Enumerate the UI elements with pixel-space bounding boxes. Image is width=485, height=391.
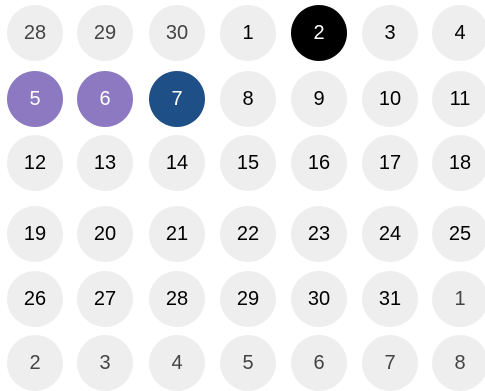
day-cell[interactable]: 6 [291,335,347,391]
day-cell[interactable]: 20 [77,206,133,262]
day-cell[interactable]: 25 [432,206,485,262]
day-cell[interactable]: 28 [149,271,205,327]
day-cell[interactable]: 23 [291,206,347,262]
day-cell[interactable]: 21 [149,206,205,262]
day-cell[interactable]: 24 [362,206,418,262]
day-cell[interactable]: 3 [362,5,418,61]
day-cell[interactable]: 8 [432,335,485,391]
day-cell[interactable]: 2 [7,335,63,391]
day-cell[interactable]: 27 [77,271,133,327]
day-cell[interactable]: 19 [7,206,63,262]
day-cell[interactable]: 1 [220,5,276,61]
day-cell-today[interactable]: 2 [291,5,347,61]
day-cell[interactable]: 11 [432,71,485,127]
day-cell[interactable]: 22 [220,206,276,262]
day-cell[interactable]: 14 [149,135,205,191]
day-cell[interactable]: 4 [149,335,205,391]
day-cell[interactable]: 5 [220,335,276,391]
day-cell-selected[interactable]: 7 [149,71,205,127]
day-cell[interactable]: 31 [362,271,418,327]
day-cell[interactable]: 8 [220,71,276,127]
day-cell[interactable]: 9 [291,71,347,127]
day-cell[interactable]: 30 [149,5,205,61]
day-cell[interactable]: 13 [77,135,133,191]
day-cell[interactable]: 28 [7,5,63,61]
day-cell-range[interactable]: 6 [77,71,133,127]
day-cell[interactable]: 15 [220,135,276,191]
day-cell[interactable]: 29 [220,271,276,327]
day-cell[interactable]: 12 [7,135,63,191]
day-cell[interactable]: 4 [432,5,485,61]
day-cell[interactable]: 18 [432,135,485,191]
day-cell[interactable]: 7 [362,335,418,391]
day-cell-range[interactable]: 5 [7,71,63,127]
day-cell[interactable]: 1 [432,271,485,327]
day-cell[interactable]: 26 [7,271,63,327]
day-cell[interactable]: 29 [77,5,133,61]
day-cell[interactable]: 17 [362,135,418,191]
day-cell[interactable]: 30 [291,271,347,327]
day-cell[interactable]: 10 [362,71,418,127]
day-cell[interactable]: 3 [77,335,133,391]
day-cell[interactable]: 16 [291,135,347,191]
